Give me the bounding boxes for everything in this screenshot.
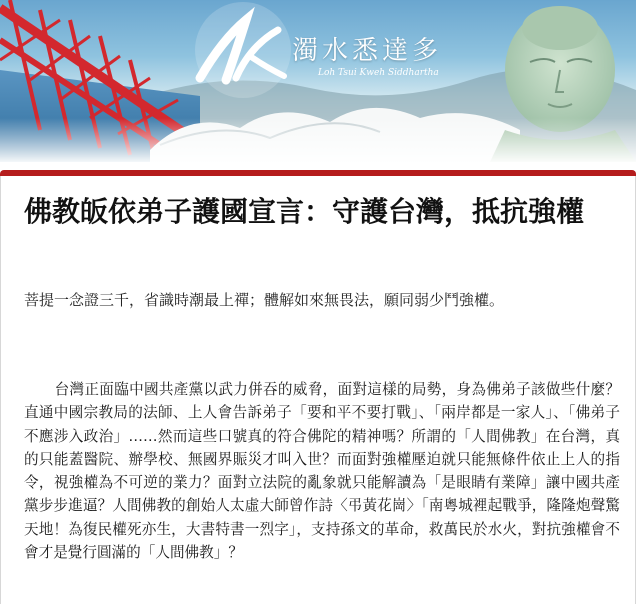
article-subtitle: 菩提一念證三千，省識時潮最上禪；體解如來無畏法，願同弱少鬥強權。 <box>24 291 505 309</box>
site-logo-icon <box>195 2 291 98</box>
banner-artwork <box>0 0 636 162</box>
site-banner[interactable] <box>0 0 636 162</box>
brand-subtitle: Loh Tsui Kweh Siddhartha <box>318 68 439 78</box>
article-headline: 佛教皈依弟子護國宣言：守護台灣，抵抗強權 <box>24 195 585 228</box>
brand-title: 濁水悉達多 <box>292 36 443 66</box>
article-body-paragraph: 台灣正面臨中國共產黨以武力併吞的威脅，面對這樣的局勢，身為佛弟子該做些什麼？直通中國宗教局的法師、上人會告訴弟子「要和平不要打戰」、「兩岸都是一家人」、「佛弟子不應涉入政治」……然而這些口號真的符合佛陀的精神嗎？所謂的「人間佛教」在台灣，真的只能蓋醫院、辦學校、無國界賑災才叫入世？而面對強權壓迫就只能無條件依止上人的指令，視強權為不可逆的業力？面對立法院的亂象就只能解讀為「是眼睛有業障」讓中國共產黨步步進逼？人間佛教的創始人太虛大師曾作詩〈弔黃花崗〉「南粵城裡起戰爭，隆隆炮聲驚天地！為復民權死亦生，大書特書一烈字」，支持孫文的革命，救萬民於水火，對抗強權會不會才是覺行圓滿的「人間佛教」？ <box>24 381 620 562</box>
